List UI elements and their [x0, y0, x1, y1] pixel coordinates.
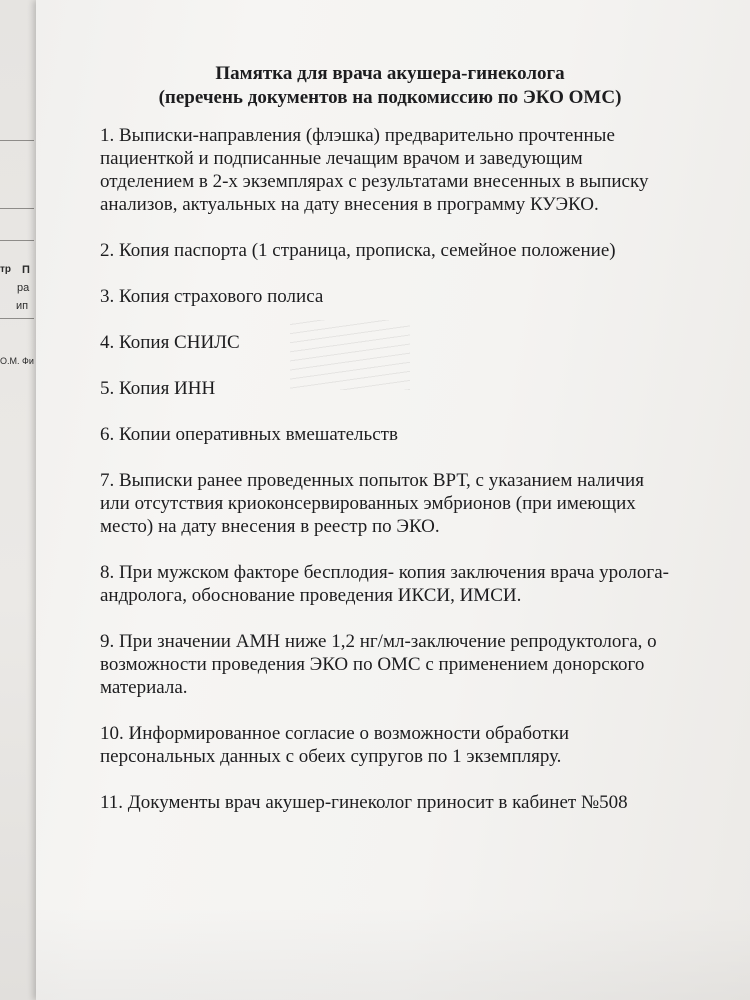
list-item: 10. Информированное согласие о возможности обработки персональных данных с обеих супругов по 1 экземпляру. — [100, 723, 569, 767]
list-item: 2. Копия паспорта (1 страница, прописка, семейное положение) — [100, 240, 616, 261]
memo-document — [100, 62, 720, 814]
form-fragment: О.М. Фи — [0, 356, 34, 366]
list-item: 11. Документы врач акушер-гинеколог приносит в кабинет №508 — [100, 792, 628, 813]
form-fragment: ра — [17, 282, 30, 294]
memo-title — [100, 62, 720, 110]
document-list — [100, 124, 720, 814]
memo-title-line: Памятка для врача акушера-гинеколога — [215, 63, 565, 84]
list-item: 6. Копии оперативных вмешательств — [100, 424, 398, 445]
list-item: 7. Выписки ранее проведенных попыток ВРТ, с указанием наличия или отсутствия криоконсервированных эмбрионов (при имеющих место) на дату внесения в реестр по ЭКО. — [100, 470, 644, 537]
form-rule — [0, 208, 34, 209]
list-item: 9. При значении АМН ниже 1,2 нг/мл-заключение репродуктолога, о возможности проведения ЭКО по ОМС с применением донорского материала. — [100, 631, 657, 698]
list-item: 1. Выписки-направления (флэшка) предварительно прочтенные пациенткой и подписанные лечащим врачом и заведующим отделением в 2-х экземплярах с результатами внесенных в выписку анализов, актуальных на дату внесения в программу КУЭКО. — [100, 125, 649, 215]
form-fragment: тр — [0, 264, 12, 275]
form-fragment: П — [22, 264, 30, 276]
list-item: 4. Копия СНИЛС — [100, 332, 240, 353]
list-item: 3. Копия страхового полиса — [100, 286, 324, 307]
memo-subtitle-line: (перечень документов на подкомиссию по ЭКО ОМС) — [158, 87, 622, 108]
form-fragment: ип — [16, 300, 29, 312]
list-item: 5. Копия ИНН — [100, 378, 216, 399]
list-item: 8. При мужском факторе бесплодия- копия заключения врача уролога- андролога, обоснование проведения ИКСИ, ИМСИ. — [100, 562, 669, 606]
form-rule — [0, 318, 34, 319]
form-rule — [0, 240, 34, 241]
form-rule — [0, 140, 34, 141]
